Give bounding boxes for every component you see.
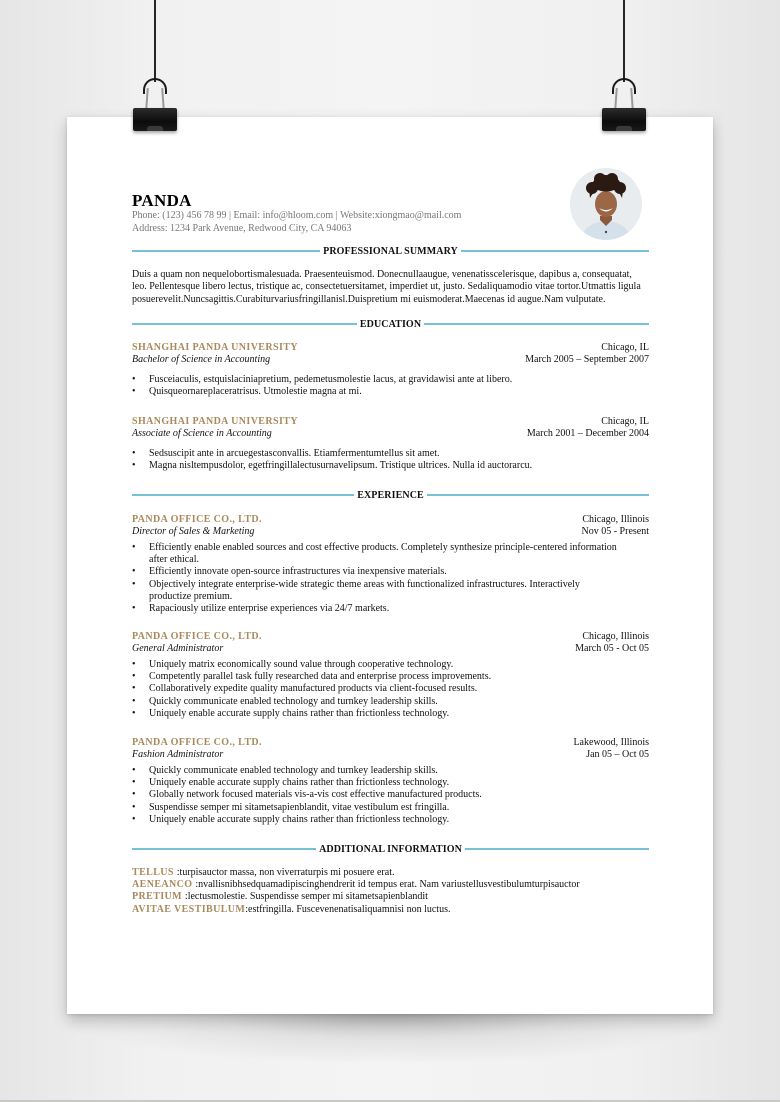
job-title: Fashion Administrator [132, 749, 224, 760]
company-name: PANDA OFFICE CO., LTD. [132, 631, 262, 642]
location: Chicago, Illinois [582, 514, 649, 525]
bullet-item: • Collaboratively expedite quality manufactured products via client-focused results. [132, 683, 622, 695]
additional-item [132, 904, 649, 916]
bullet-list [132, 374, 649, 398]
additional-value: :turpisauctor massa, non viverraturpis mi posuere erat. [176, 867, 395, 878]
additional-key: AENEANCO [132, 879, 196, 891]
bullet-item: • Globally network focused materials vis-a-vis cost effective manufactured products. [132, 789, 622, 801]
additional-value: :estfringilla. Fuscevenenatisaliquamnisi non luctus. [245, 903, 451, 915]
education-entry [132, 416, 649, 472]
divider-line [461, 250, 649, 252]
degree: Bachelor of Science in Accounting [132, 354, 271, 365]
location: Lakewood, Illinois [573, 737, 649, 748]
degree: Associate of Science in Accounting [132, 428, 272, 439]
education-entry [132, 342, 649, 398]
binder-clip-icon [601, 0, 647, 140]
divider-line [132, 848, 316, 850]
bullet-item: • Quickly communicate enabled technology and turnkey leadership skills. [132, 765, 622, 777]
clip-body [602, 108, 646, 131]
divider-line [132, 323, 357, 325]
bullet-item: • Sedsuscipit ante in arcuegestasconvallis. Etiamfermentumtellus sit amet. [132, 448, 622, 460]
additional-item [132, 891, 649, 903]
divider-line [132, 250, 320, 252]
bullet-item: • Efficiently enable enabled sources and cost effective products. Completely synthesize principle-centered information after ethical. [132, 542, 622, 566]
divider-line [427, 494, 649, 496]
location: Chicago, IL [601, 342, 649, 353]
section-title: EDUCATION [359, 318, 422, 330]
bullet-item: • Competently parallel task fully researched data and enterprise process improvements. [132, 671, 622, 683]
dates: Jan 05 – Oct 05 [586, 749, 649, 760]
bullet-list [132, 448, 649, 472]
divider-line [465, 848, 649, 850]
section-title: PROFESSIONAL SUMMARY [323, 245, 458, 257]
resume-paper [67, 117, 713, 1014]
bullet-item: • Fusceiaculis, estquislaciniapretium, pedemetusmolestie lacus, at gravidawisi ante at libero. [132, 374, 622, 386]
bullet-item: • Suspendisse semper mi sitametsapienblandit, vitae vestibulum est fringilla. [132, 802, 622, 814]
company-name: PANDA OFFICE CO., LTD. [132, 737, 262, 748]
summary-text: Duis a quam non nequelobortismalesuada. Praesenteuismod. Donecnullaaugue, venenatisscelerisque, dapibus a, consequatat, leo. Pellentesque libero lectus, tristique ac, consectetuersitamet, imperdiet ut, justo. Sedaliquamodio vitae tortor.Utmattis ligula posuerevelit.Nuncsagittis.Curabiturvariusfringillanisl.Duispretium mi euismoderat.Maecenas id augue.Nam vulputate. [132, 269, 641, 305]
bullet-item: • Magna nisltempusdolor, egetfringillalectusurnavelipsum. Tristique ultrices. Nulla id auctorarcu. [132, 460, 622, 472]
hanging-wire [154, 0, 156, 82]
candidate-name: PANDA [132, 191, 192, 210]
dates: March 05 - Oct 05 [575, 643, 649, 654]
bullet-item: • Uniquely matrix economically sound value through cooperative technology. [132, 659, 622, 671]
paper-shadow [72, 1012, 708, 1062]
job-title: Director of Sales & Marketing [132, 526, 255, 537]
clip-arm [145, 88, 149, 110]
bullet-list [132, 542, 649, 615]
dates: Nov 05 - Present [581, 526, 649, 537]
clip-arm [614, 88, 618, 110]
bullet-list [132, 765, 649, 826]
bullet-item: • Efficiently innovate open-source infrastructures via inexpensive materials. [132, 566, 622, 578]
school-name: SHANGHAI PANDA UNIVERSITY [132, 416, 298, 427]
job-title: General Administrator [132, 643, 224, 654]
bullet-item: • Uniquely enable accurate supply chains rather than frictionless technology. [132, 708, 622, 720]
additional-key: PRETIUM [132, 891, 185, 903]
divider-line [424, 323, 649, 325]
bullet-item: • Uniquely enable accurate supply chains rather than frictionless technology. [132, 777, 622, 789]
bullet-item: • Uniquely enable accurate supply chains rather than frictionless technology. [132, 814, 622, 826]
bullet-item: • Rapaciously utilize enterprise experiences via 24/7 markets. [132, 603, 622, 615]
additional-key: TELLUS [132, 867, 177, 878]
additional-key: AVITAE VESTIBULUM [132, 903, 246, 915]
school-name: SHANGHAI PANDA UNIVERSITY [132, 342, 298, 353]
experience-entry [132, 514, 649, 615]
location: Chicago, IL [601, 416, 649, 427]
section-title: EXPERIENCE [357, 489, 424, 501]
section-heading-education [132, 318, 649, 330]
contact-block [132, 210, 461, 235]
additional-item [132, 879, 649, 891]
additional-info-list [132, 867, 649, 916]
bullet-item: • Quisqueornareplaceratrisus. Utmolestie magna at mi. [132, 386, 622, 398]
divider-line [132, 494, 354, 496]
additional-value: :nvallisnibhsedquamadipiscinghendrerit id tempus erat. Nam variustellusvestibulumturpisauctor [195, 879, 580, 891]
contact-line: Phone: (123) 456 78 99 | Email: info@hloom.com | Website:xiongmao@mail.com [132, 210, 462, 221]
avatar [570, 168, 642, 240]
address-line: Address: 1234 Park Avenue, Redwood City, CA 94063 [132, 222, 352, 234]
section-title: ADDITIONAL INFORMATION [319, 843, 462, 855]
location: Chicago, Illinois [582, 631, 649, 642]
bullet-list [132, 659, 649, 720]
section-heading-summary [132, 245, 649, 257]
bullet-item: • Objectively integrate enterprise-wide strategic theme areas with functionalized infrastructures. Interactively productize premium. [132, 579, 622, 603]
additional-item [132, 867, 649, 879]
clip-body [133, 108, 177, 131]
portrait-photo-icon [570, 168, 642, 240]
experience-entry [132, 737, 649, 826]
experience-entry [132, 631, 649, 720]
additional-value: :lectusmolestie. Suspendisse semper mi sitametsapienblandit [184, 891, 428, 903]
binder-clip-icon [132, 0, 178, 140]
bullet-item: • Quickly communicate enabled technology and turnkey leadership skills. [132, 696, 622, 708]
dates: March 2005 – September 2007 [525, 354, 649, 365]
section-heading-experience [132, 489, 649, 501]
section-heading-additional [132, 843, 649, 855]
hanging-wire [623, 0, 625, 82]
dates: March 2001 – December 2004 [526, 428, 649, 439]
company-name: PANDA OFFICE CO., LTD. [132, 514, 262, 525]
